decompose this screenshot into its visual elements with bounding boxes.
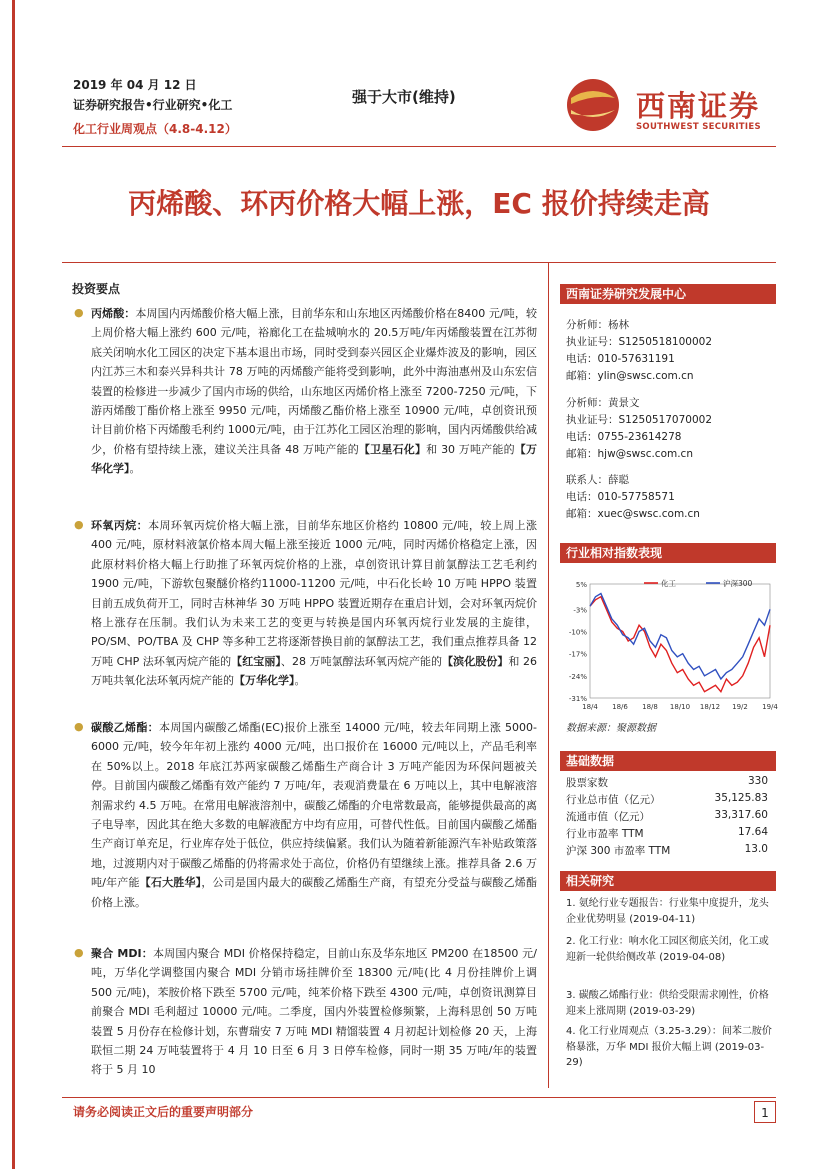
related-item-date: (2019-04-08) (659, 951, 726, 963)
analyst-email[interactable]: 邮箱：hjw@swsc.com.cn (566, 448, 693, 460)
basic-value: 35,125.83 (714, 792, 768, 804)
analyst-email[interactable]: 邮箱：ylin@swsc.com.cn (566, 370, 694, 382)
paragraph-body: 本周环氧丙烷价格大幅上涨，目前华东地区价格约 10800 元/吨，较上周上涨 400 元/吨，原材料液氯价格本周大幅上涨至接近 1000 元/吨，同时丙烯价格稳定上涨，因此原材料价格大幅上行助推了环氧丙烷价格的上涨，卓创资讯计算目前氯醇法工艺毛利约 1900 元/吨，下游软包聚醚价格约11000-11200 元/吨，中石化长岭 10 万吨 HPPO 装置目前五成负荷开工，同时吉林神华 30 万吨 HPPO 装置近期存在重启计划，会对环氧丙烷价格上涨存在压制。我们认为未来工艺的变更与转换是国内环氧丙烷行业发展的主旋律，PO/SM、PO/TBA 及 CHP 等多种工艺将逐渐替换目前的氯醇法工艺，我们重点推荐具备 12 万吨 CHP 法环氧丙烷产能的 (91, 519, 537, 668)
chart-header: 行业相对指数表现 (560, 543, 776, 563)
related-item-date: (2019-03-29) (629, 1005, 696, 1017)
basic-row (566, 843, 768, 858)
research-center-header: 西南证券研究发展中心 (560, 284, 776, 304)
basic-label: 行业市盈率 TTM (566, 828, 644, 840)
legend-label: 沪深300 (723, 579, 753, 588)
analyst-license: 执业证号：S1250517070002 (566, 414, 713, 426)
related-item-title[interactable]: 3. 碳酸乙烯酯行业：供给受限需求刚性，价格迎来上涨周期 (566, 990, 769, 1017)
related-item[interactable] (566, 1024, 772, 1071)
y-tick-label: -24% (568, 672, 587, 681)
paragraph-label: 聚合 MDI： (91, 947, 153, 960)
related-item-title[interactable]: 1. 氨纶行业专题报告：行业集中度提升，龙头企业优势明显 (566, 898, 769, 925)
paragraph-body: 本周国内丙烯酸价格大幅上涨，目前华东和山东地区丙烯酸价格在8400 元/吨，较上周价格大幅上涨约 600 元/吨，裕廊化工在盐城响水的 20.5万吨/年丙烯酸装置在江苏彻底关闭响水化工园区的决定下基本退出市场，同时受到泰兴园区企业爆炸波及的影响，园区内江苏三木和泰兴异科共计 78 万吨的丙烯酸产能将受到影响，此外中海油惠州及山东宏信装置的检修进一步减少了国内市场的供给，山东地区丙烯价格上涨至 7200-7250 元/吨，下游丙烯酸丁酯价格上涨至 9950 元/吨，丙烯酸乙酯价格上涨至 10900 元/吨，卓创资讯预计目前价格下丙烯酸毛利约 1000元/吨，由于江苏化工园区治理的影响，国内丙烯酸供给减少，价格有望持续上涨，建议关注具备 48 万吨产能的 (91, 307, 537, 456)
stock-pick: 【红宝丽】 (231, 654, 281, 668)
paragraph-body: 和 26 万吨共氧化法环氧丙烷产能的 (91, 654, 537, 688)
basic-label: 沪深 300 市盈率 TTM (566, 845, 671, 857)
stock-pick: 【石大胜华】 (139, 876, 202, 890)
related-item[interactable] (566, 896, 772, 927)
industry-rating: 强于大市(维持) (352, 88, 456, 106)
bullet-icon: ● (74, 518, 84, 531)
basic-value: 330 (747, 775, 768, 787)
paragraph-acrylic-acid (91, 304, 537, 479)
related-item-title[interactable]: 2. 化工行业：响水化工园区彻底关闭，化工或迎新一轮供给侧改革 (566, 936, 769, 963)
y-tick-label: -10% (568, 628, 587, 637)
y-tick-label: -3% (573, 606, 587, 615)
report-type: 证券研究报告•行业研究•化工 (73, 98, 233, 112)
relative-index-chart (560, 574, 776, 720)
x-tick-label: 19/4 (762, 703, 778, 711)
basic-value: 33,317.60 (714, 809, 768, 821)
chart-plot-frame (590, 584, 770, 698)
related-item-title[interactable]: 4. 化工行业周观点（3.25-3.29）：间苯二胺价格暴涨，万华 MDI 报价大幅上调 (566, 1026, 772, 1053)
contact-phone: 电话：010-57758571 (566, 491, 675, 503)
x-tick-label: 18/8 (642, 703, 658, 711)
chart-source: 数据来源：聚源数据 (566, 723, 656, 734)
basic-row (566, 775, 768, 790)
header-divider (62, 146, 776, 147)
related-research-header: 相关研究 (560, 871, 776, 891)
x-tick-label: 18/12 (699, 703, 721, 711)
footer-divider (62, 1097, 776, 1098)
title-divider (62, 262, 776, 263)
x-tick-label: 18/10 (669, 703, 691, 711)
paragraph-body: 。 (294, 674, 306, 688)
analyst-phone: 电话：0755-23614278 (566, 431, 682, 443)
basic-row (566, 792, 768, 807)
paragraph-body: 本周国内聚合 MDI 价格保持稳定，目前山东及华东地区 PM200 在18500 元/吨，万华化学调整国内聚合 MDI 分销市场挂牌价至 18300 元/吨(比 4 月份挂牌价上调 500 元/吨)，苯胺价格下跌至 5700 元/吨，纯苯价格下跌至 4300 元/吨，卓创资讯测算目前聚合 MDI 毛利超过 10000 元/吨。二季度，国内外装置检修频繁，上海科思创 50 万吨装置 5 月份存在检修计划，东曹瑞安 7 万吨 MDI 精馏装置 4 月初起计划检修 20 天，上海联恒二期 24 万吨装置将于 4 月 10 日至 6 月 3 日停车检修，同时一期 35 万吨/年的装置将于 5 月 10 (91, 947, 537, 1077)
y-tick-label: -31% (568, 695, 587, 703)
analyst-phone: 电话：010-57631191 (566, 353, 675, 365)
paragraph-label: 碳酸乙烯酯： (91, 721, 159, 734)
y-tick-label: -17% (568, 650, 587, 659)
stock-pick: 【万华化学】 (234, 674, 295, 688)
related-item-date: (2019-04-11) (629, 913, 696, 925)
y-tick-label: 5% (575, 581, 587, 589)
paragraph-body: 、28 万吨氯醇法环氧丙烷产能的 (280, 654, 443, 668)
page-number: 1 (754, 1101, 776, 1123)
bullet-icon: ● (74, 720, 84, 733)
section-title: 投资要点 (72, 282, 121, 296)
contact-name: 联系人：薛聪 (566, 474, 629, 486)
paragraph-body: ，公司是国内最大的碳酸乙烯酯生产商，有望充分受益与碳酸乙烯酯价格上涨。 (91, 876, 537, 909)
bullet-icon: ● (74, 306, 84, 319)
page-title: 丙烯酸、环丙价格大幅上涨，EC 报价持续走高 (128, 187, 710, 220)
related-item-date: (2019-03-29) (566, 1041, 765, 1068)
contact-email[interactable]: 邮箱：xuec@swsc.com.cn (566, 508, 700, 520)
bullet-icon: ● (74, 946, 84, 959)
logo-english-name: SOUTHWEST SECURITIES (636, 122, 761, 132)
footer-notice: 请务必阅读正文后的重要声明部分 (73, 1105, 254, 1119)
paragraph-propylene-oxide (91, 516, 537, 691)
paragraph-label: 丙烯酸： (91, 307, 136, 320)
related-item[interactable] (566, 988, 772, 1019)
stock-pick: 【卫星石化】 (358, 442, 427, 456)
basic-label: 股票家数 (566, 777, 608, 789)
paragraph-body: 本周国内碳酸乙烯酯(EC)报价上涨至 14000 元/吨，较去年同期上涨 5000-6000 元/吨，较今年年初上涨约 4000 元/吨，出口报价在 16000 元/吨以上，产品毛利率在 50%以上。2018 年底江苏两家碳酸乙烯酯生产商合计 3 万吨产能因为环保问题被关停。目前国内碳酸乙烯酯有效产能约 7 万吨/年，表观消费量在 6 万吨以上，其中电解液溶剂需求约 4.5 万吨。在常用电解液溶剂中，碳酸乙烯酯的介电常数最高，能够提供最高的离子电导率，因此其在绝大多数的电解液配方中均有应用，可替代性低。目前国内碳酸乙烯酯生产商订单充足，行业库存处于低位，供应持续偏紧。我们认为随着新能源汽车补贴政策落地，过渡期内对于碳酸乙烯酯的仍将需求处于高位，价格仍有望继续上涨。推荐具备 2.6 万吨/年产能 (91, 721, 537, 890)
basic-data-header: 基础数据 (560, 751, 776, 771)
x-tick-label: 19/2 (732, 703, 748, 711)
week-title: 化工行业周观点（4.8-4.12） (73, 122, 237, 136)
basic-label: 行业总市值（亿元） (566, 794, 661, 806)
paragraph-body: 。 (129, 462, 141, 476)
basic-row (566, 809, 768, 824)
basic-label: 流通市值（亿元） (566, 811, 650, 823)
x-tick-label: 18/6 (612, 703, 628, 711)
series-line-chemical (590, 597, 770, 692)
paragraph-mdi (91, 944, 537, 1080)
analyst-license: 执业证号：S1250518100002 (566, 336, 713, 348)
stock-pick: 【万华化学】 (91, 442, 538, 476)
basic-value: 13.0 (744, 843, 768, 855)
paragraph-body: 和 30 万吨产能的 (426, 442, 515, 456)
paragraph-label: 环氧丙烷： (91, 519, 149, 532)
paragraph-ethylene-carbonate (91, 718, 537, 912)
x-tick-label: 18/4 (582, 703, 598, 711)
series-line-csi300 (590, 594, 770, 680)
report-date: 2019 年 04 月 12 日 (73, 78, 197, 92)
legend-label: 化工 (661, 579, 676, 588)
basic-value: 17.64 (737, 826, 768, 838)
related-item[interactable] (566, 934, 772, 965)
column-divider (548, 262, 549, 1088)
logo-chinese-name: 西南证券 (636, 89, 761, 123)
analyst-name: 分析师：杨林 (566, 319, 629, 331)
analyst-name: 分析师：黄景文 (566, 397, 640, 409)
basic-row (566, 826, 768, 841)
left-accent-line (12, 0, 15, 1169)
stock-pick: 【滨化股份】 (442, 654, 509, 668)
